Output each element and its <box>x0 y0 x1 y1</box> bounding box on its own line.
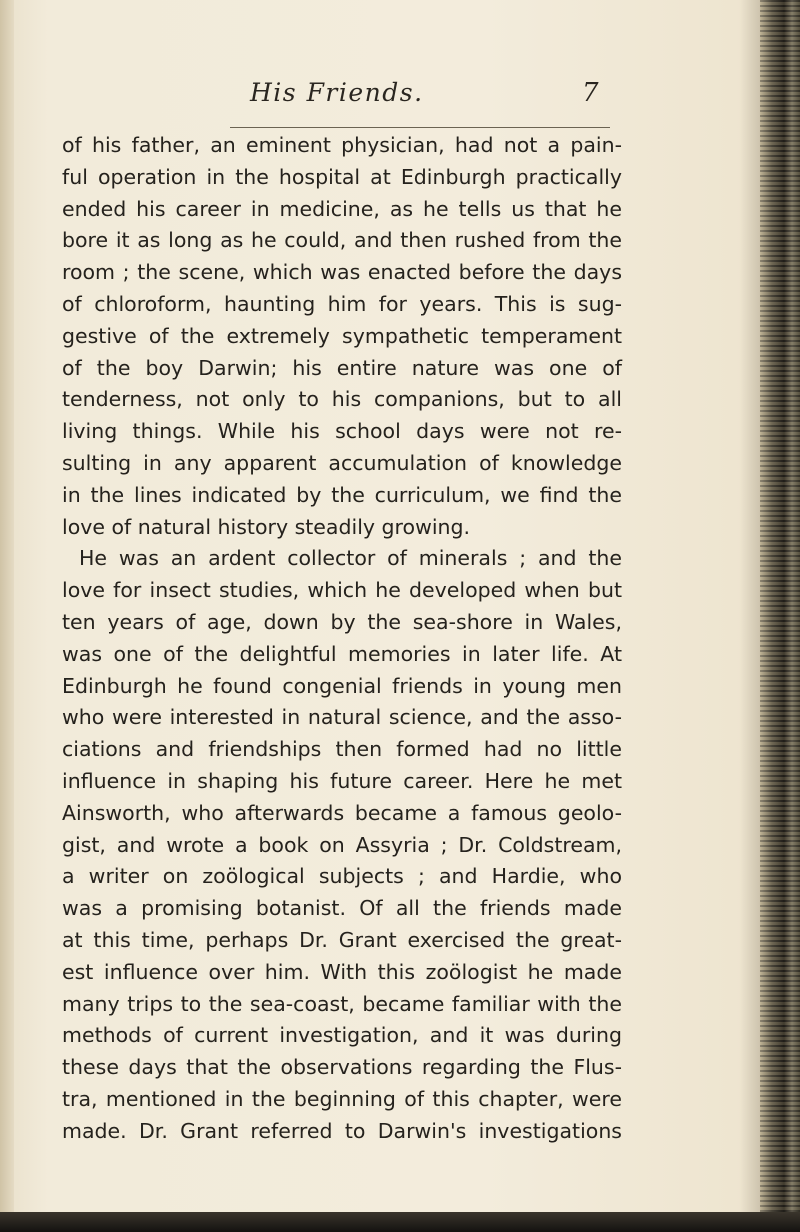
text-line: est influence over him. With this zoölogist he made <box>62 959 622 984</box>
text-line: was a promising botanist. Of all the friends made <box>62 896 622 921</box>
text-line: a writer on zoölogical subjects ; and Hardie, who <box>62 864 622 889</box>
text-line: influence in shaping his future career. Here he met <box>62 768 622 793</box>
text-line: ended his career in medicine, as he tells us that he <box>62 196 622 221</box>
text-line: love for insect studies, which he developed when but <box>62 578 622 603</box>
running-head: His Friends. <box>250 78 424 107</box>
text-line: of the boy Darwin; his entire nature was one of <box>62 355 622 380</box>
page-left-edge <box>0 0 14 1232</box>
paragraph-end-line: love of natural history steadily growing. <box>62 514 471 539</box>
text-line: tra, mentioned in the beginning of this chapter, were <box>62 1086 622 1111</box>
text-line: these days that the observations regarding the Flus- <box>62 1055 622 1080</box>
text-line: ful operation in the hospital at Edinburgh practically <box>62 164 622 189</box>
text-line: methods of current investigation, and it was during <box>62 1023 622 1048</box>
text-line: in the lines indicated by the curriculum, we find the <box>62 482 622 507</box>
page-number: 7 <box>582 78 599 108</box>
text-line: who were interested in natural science, and the asso- <box>62 705 622 730</box>
text-line: Edinburgh he found congenial friends in young men <box>62 673 622 698</box>
body-text <box>62 130 622 1148</box>
text-line: of chloroform, haunting him for years. This is sug- <box>62 291 622 316</box>
text-line: tenderness, not only to his companions, but to all <box>62 387 622 412</box>
text-line: Ainsworth, who afterwards became a famous geolo- <box>62 800 622 825</box>
text-line: made. Dr. Grant referred to Darwin's investigations <box>62 1118 622 1143</box>
text-line: gestive of the extremely sympathetic temperament <box>62 323 622 348</box>
text-line: sulting in any apparent accumulation of knowledge <box>62 450 622 475</box>
text-line: bore it as long as he could, and then rushed from the <box>62 228 622 253</box>
gutter-shadow <box>740 0 762 1232</box>
header-rule <box>230 127 610 128</box>
text-line: living things. While his school days were not re- <box>62 419 622 444</box>
text-line: ciations and friendships then formed had no little <box>62 737 622 762</box>
text-line: gist, and wrote a book on Assyria ; Dr. Coldstream, <box>62 832 622 857</box>
text-line: ten years of age, down by the sea-shore in Wales, <box>62 609 622 634</box>
text-line: of his father, an eminent physician, had not a pain- <box>62 133 622 157</box>
bottom-edge <box>0 1212 800 1232</box>
text-line: was one of the delightful memories in later life. At <box>62 641 622 666</box>
text-line: room ; the scene, which was enacted before the days <box>62 260 622 285</box>
text-line: at this time, perhaps Dr. Grant exercised the great- <box>62 927 622 952</box>
page-header <box>60 78 620 118</box>
text-line: many trips to the sea-coast, became familiar with the <box>62 991 622 1016</box>
paragraph-start-line: He was an ardent collector of minerals ; and the <box>79 546 622 571</box>
book-spine <box>760 0 800 1232</box>
